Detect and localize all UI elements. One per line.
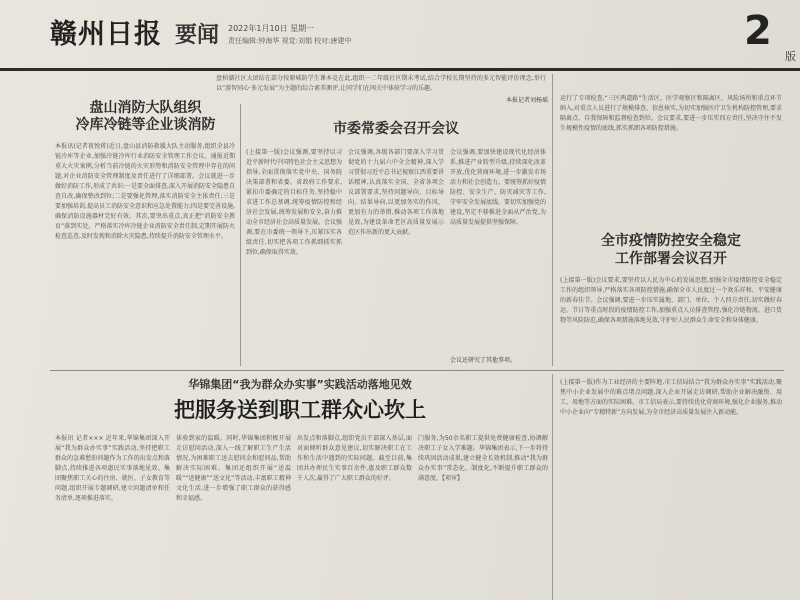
article2-closing: 会议还研究了其他事项。 xyxy=(450,357,517,364)
article4-headline: 把服务送到职工群众心坎上 xyxy=(174,398,426,422)
newspaper-logo: 赣州日报 xyxy=(50,19,162,50)
editor-credits: 责任编辑:钟海华 视觉:刘娟 校对:唐建中 xyxy=(228,37,352,45)
article5-body: (上接第一版)作为工业经济的主要阵地,市工信局结合“我为群众办实事”实践活动,聚焦中小企业发展中的难点堵点问题,深入企业开展走访调研,帮助企业解决融资、用工、用地等方面的实际困难。市工信局表示,要持续优化营商环境,强化企业服务,推动中小企业向“专精特新”方向发展,为全市经济高质量发展注入新动能。 xyxy=(560,379,782,416)
column-divider xyxy=(552,74,553,366)
article4-col3: 出发点和落脚点,组织党员干部深入基层,面对面倾听群众意见建议,切实解决职工在工作和生活中遇到的实际问题。截至目前,集团共办理民生实事百余件,惠及职工群众数千人次,赢得了广大职工群众的好评。 xyxy=(297,435,412,482)
publish-date: 2022年1月10日 星期一 xyxy=(228,24,315,33)
article1-headline xyxy=(58,100,233,134)
article3-top-text: 运行了专项检查,“三区两道路”生活区、医学观察区和隔离区、风险场所和重点环节纳入,对重点人员进行了规模排查、信息核实,为切实加强医疗卫生机构防控管理,要求隔离点、自我保障和监督检查到位。会议要求,要进一步压实四方责任,坚决守住不发生规模性疫情的底线,抓实抓细各项防控措施。 xyxy=(560,95,782,132)
article1-body: 本报讯(记者夜悦蒋)近日,盘山县消防救援大队主动服务,组织全县冷链冷库等企业,加强冷链冷库行业消防安全管理工作会议。通报近期重大火灾案例,分析当前冷链的火灾形势和消防安全管理中存在的问题,对企业消防安全管理制度及责任进行了详细部署。会议就进一步做好消防工作,形成了共识:一是要全面排查,深入开展消防安全隐患自查自改,确保整改到位;二是要强化管理,落实消防安全主体责任;三是要加强培训,提高员工消防安全意识和应急处置能力;四是要完善设施,确保消防设施器材完好有效。其次,要突出重点,真正把“消防安全教育”落到实处。严格落实冷库冷链企业消防安全责任制,定期开展防火检查巡查,及时发现和消除火灾隐患,持续提升消防安全管理水平。 xyxy=(55,143,235,240)
article3-headline-line2: 工作部署会议召开 xyxy=(615,251,727,267)
masthead xyxy=(50,6,796,76)
section-divider xyxy=(50,370,784,371)
page-number: 2 xyxy=(744,8,772,54)
article4-col1: 本报讯 记者××× 近年来,华锦集团深入开展“我为群众办实事”实践活动,坚持把职工群众的急难愁盼问题作为工作的出发点和落脚点,持续推进各项惠民实事落地见效。集团聚焦职工关心的住房、就医、子女教育等问题,组织开展专题调研,建立问题清单和任务清单,逐项推进落实。 xyxy=(55,435,170,502)
article2-col3: 会议强调,要加快建设现代化经济体系,推进产业转型升级,持续深化改革开放,优化营商环境,进一步激发市场活力和社会创造力。要统筹抓好疫情防控、安全生产、防灾减灾等工作,守牢安全发展底线。要切实加强党的建设,坚定不移推进全面从严治党,为高质量发展提供坚强保障。 xyxy=(450,149,546,226)
article3-headline-line1: 全市疫情防控安全稳定 xyxy=(601,233,741,249)
masthead-rule xyxy=(0,68,800,71)
article3-body: (上接第一版)会议要求,要坚持以人民为中心的发展思想,加强全市疫情防控安全稳定工作的组织领导,严格落实各项防控措施,确保全市人民度过一个欢乐祥和、平安健康的新春佳节。会议强调,要进一步压实属地、部门、单位、个人四方责任,切实做好春运、节日等重点时段的疫情防控工作,加强重点人员排查管控,强化冷链物流、进口货物等风险防范,确保各项措施落地见效,守护好人民群众生命安全和身体健康。 xyxy=(560,277,782,324)
article2-headline: 市委常委会召开会议 xyxy=(333,121,459,137)
photo-caption: 盘柏湖社区大团结在部分按原城防学生课本竞在此,组织一二年级社区期末考试,结合学校长期坚持的多元智能评价理念,举行以“游智同心·多元发展”为主题的综合素养测评,让同学们在闯关中体验学习的乐趣。 xyxy=(216,75,546,92)
photo-credit: 本报记者刘杨瑶 xyxy=(505,97,548,104)
column-divider xyxy=(240,104,241,366)
column-divider xyxy=(552,374,553,600)
article4-col2: 体验到家的温暖。同时,华锦集团积极开展走访慰问活动,深入一线了解职工生产生活情况,为困难职工送去慰问金和慰问品,帮助解决实际困难。集团还组织开展“送温暖”“送健康”“送文化”等活动,丰富职工精神文化生活,进一步增强了职工群众的获得感和幸福感。 xyxy=(176,435,291,502)
article4-kicker: 华锦集团“我为群众办实事”实践活动落地见效 xyxy=(188,378,412,391)
article2-col2: 会议强调,各级各部门要深入学习贯彻党的十九届六中全会精神,深入学习贯彻习近平总书记视察江西重要讲话精神,认真落实全国、全省各项会议部署要求,坚持问题导向、目标导向、结果导向,以更加务实的作风、更加有力的举措,推动各项工作落地见效,为建设革命老区高质量发展示范区作出新的更大贡献。 xyxy=(348,149,444,236)
section-title: 要闻 xyxy=(175,23,220,48)
page-suffix: 版 xyxy=(785,50,796,63)
article1-headline-line2: 冷库冷链等企业谈消防 xyxy=(75,117,216,133)
article3-headline xyxy=(560,232,782,268)
article4-col4: 门服务,为50余名职工提供免费健康检查,协调解决职工子女入学难题。华锦集团表示,下一步将持续巩固活动成果,建立健全长效机制,推动“我为群众办实事”常态化、制度化,不断提升职工群众的满意度。【项审】 xyxy=(418,435,548,482)
article2-col1: (上接第一版)会议强调,要坚持以习近平新时代中国特色社会主义思想为指导,全面贯彻落实党中央、国务院决策部署和省委、省政府工作要求,紧扣市委确定的目标任务,坚持稳中求进工作总基调,统筹疫情防控和经济社会发展,统筹发展和安全,奋力推动全市经济社会高质量发展。会议强调,要在市委统一领导下,压紧压实各级责任,切实把各项工作抓细抓实抓到位,确保取得实效。 xyxy=(246,149,342,256)
article1-headline-line1: 盘山消防大队组织 xyxy=(89,100,202,116)
